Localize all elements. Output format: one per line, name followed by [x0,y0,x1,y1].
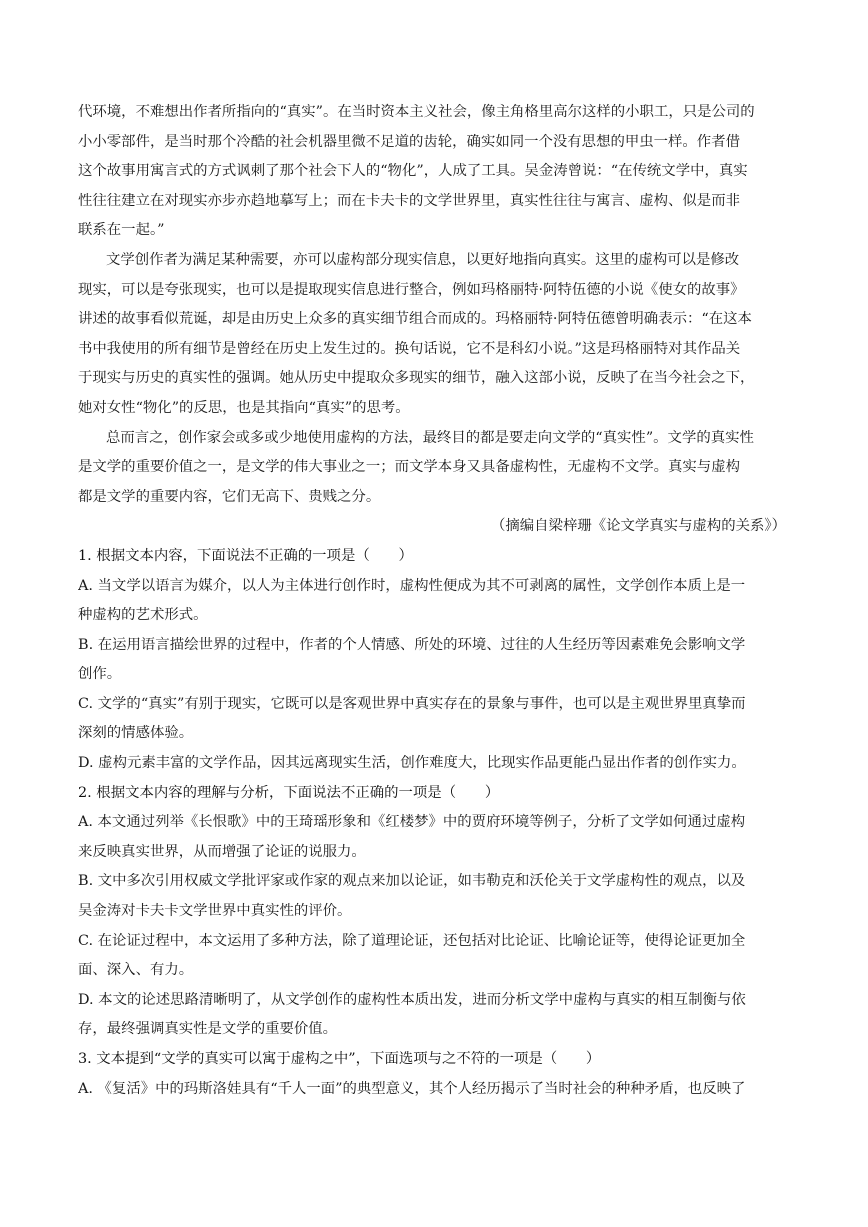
question-stem: 1. 根据文本内容，下面说法不正确的一项是（ ） [78,547,413,564]
paragraph-line: 于现实与历史的真实性的强调。她从历史中提取众多现实的细节，融入这部小说，反映了在当今社会之下， [78,370,755,387]
passage-paragraph-1 [78,98,790,246]
question-stem: 3. 文本提到“文学的真实可以寓于虚构之中”，下面选项与之不符的一项是（ ） [78,1051,601,1067]
option-a-cont: 种虚构的艺术形式。 [78,607,208,624]
passage-paragraph-2 [78,246,790,424]
question-2 [78,779,790,1045]
paragraph-line: 文学创作者为满足某种需要，亦可以虚构部分现实信息，以更好地指向真实。这里的虚构可以是修改 [106,251,740,268]
question-stem: 2. 根据文本内容的理解与分析，下面说法不正确的一项是（ ） [78,784,500,801]
question-1 [78,542,790,779]
source-citation: （摘编自梁梓珊《论文学真实与虚构的关系》） [490,518,786,535]
paragraph-line: 现实，可以是夸张现实，也可以是提取现实信息进行整合，例如玛格丽特·阿特伍德的小说《使女的故事》 [78,281,745,298]
option-c-cont: 面、深入、有力。 [78,962,194,979]
option-b: B. 在运用语言描绘世界的过程中，作者的个人情感、所处的环境、过往的人生经历等因素难免会影响文学 [78,636,746,653]
paragraph-line: 书中我使用的所有细节是曾经在历史上发生过的。换句话说，它不是科幻小说。”这是玛格丽特对其作品关 [78,340,741,357]
option-b-cont: 创作。 [78,666,122,683]
option-c-cont: 深刻的情感体验。 [78,725,194,742]
option-c: C. 文学的“真实”有别于现实，它既可以是客观世界中真实存在的景象与事件，也可以是主观世界里真挚而 [78,695,746,712]
option-d: D. 虚构元素丰富的文学作品，因其远离现实生活，创作难度大，比现实作品更能凸显出作者的创作实力。 [78,755,746,772]
passage-paragraph-3 [78,424,790,513]
paragraph-line: 小小零部件，是当时那个冷酷的社会机器里微不足道的齿轮，确实如同一个没有思想的甲虫一样。作者借 [78,133,740,150]
option-d-cont: 存，最终强调真实性是文学的重要价值。 [78,1021,338,1038]
document-page [78,98,790,1104]
option-a-cont: 来反映真实世界，从而增强了论证的说服力。 [78,843,366,860]
paragraph-line: 代环境，不难想出作者所指向的“真实”。在当时资本主义社会，像主角格里高尔这样的小职工，只是公司的 [78,104,755,120]
paragraph-line: 这个故事用寓言式的方式讽刺了那个社会下人的“物化”，人成了工具。吴金涛曾说：“在传统文学中，真实 [78,163,748,180]
option-a: A. 当文学以语言为媒介，以人为主体进行创作时，虚构性便成为其不可剥离的属性，文学创作本质上是一 [78,577,746,594]
paragraph-line: 联系在一起。” [78,222,165,239]
paragraph-line: 她对女性“物化”的反思，也是其指向“真实”的思考。 [78,399,410,416]
option-d: D. 本文的论述思路清晰明了，从文学创作的虚构性本质出发，进而分析文学中虚构与真实的相互制衡与依 [78,991,746,1008]
paragraph-line: 性往往建立在对现实亦步亦趋地摹写上；而在卡夫卡的文学世界里，真实性往往与寓言、虚构、似是而非 [78,192,740,209]
option-c: C. 在论证过程中，本文运用了多种方法，除了道理论证，还包括对比论证、比喻论证等，使得论证更加全 [78,932,746,949]
paragraph-line: 总而言之，创作家会或多或少地使用虚构的方法，最终目的都是要走向文学的“真实性”。文学的真实性 [106,429,754,446]
option-b-cont: 吴金涛对卡夫卡文学世界中真实性的评价。 [78,903,352,920]
option-a: A. 《复活》中的玛斯洛娃具有“千人一面”的典型意义，其个人经历揭示了当时社会的种种矛盾，也反映了 [78,1080,746,1097]
paragraph-line: 都是文学的重要内容，它们无高下、贵贱之分。 [78,488,381,505]
paragraph-line: 讲述的故事看似荒诞，却是由历史上众多的真实细节组合而成的。玛格丽特·阿特伍德曾明确表示：“在这本 [78,311,752,328]
option-b: B. 文中多次引用权威文学批评家或作家的观点来加以论证，如韦勒克和沃伦关于文学虚构性的观点，以及 [78,873,746,890]
option-a: A. 本文通过列举《长恨歌》中的王琦瑶形象和《红楼梦》中的贾府环境等例子，分析了文学如何通过虚构 [78,814,746,831]
question-3 [78,1045,790,1104]
paragraph-line: 是文学的重要价值之一，是文学的伟大事业之一；而文学本身又具备虚构性，无虚构不文学。真实与虚构 [78,459,740,476]
